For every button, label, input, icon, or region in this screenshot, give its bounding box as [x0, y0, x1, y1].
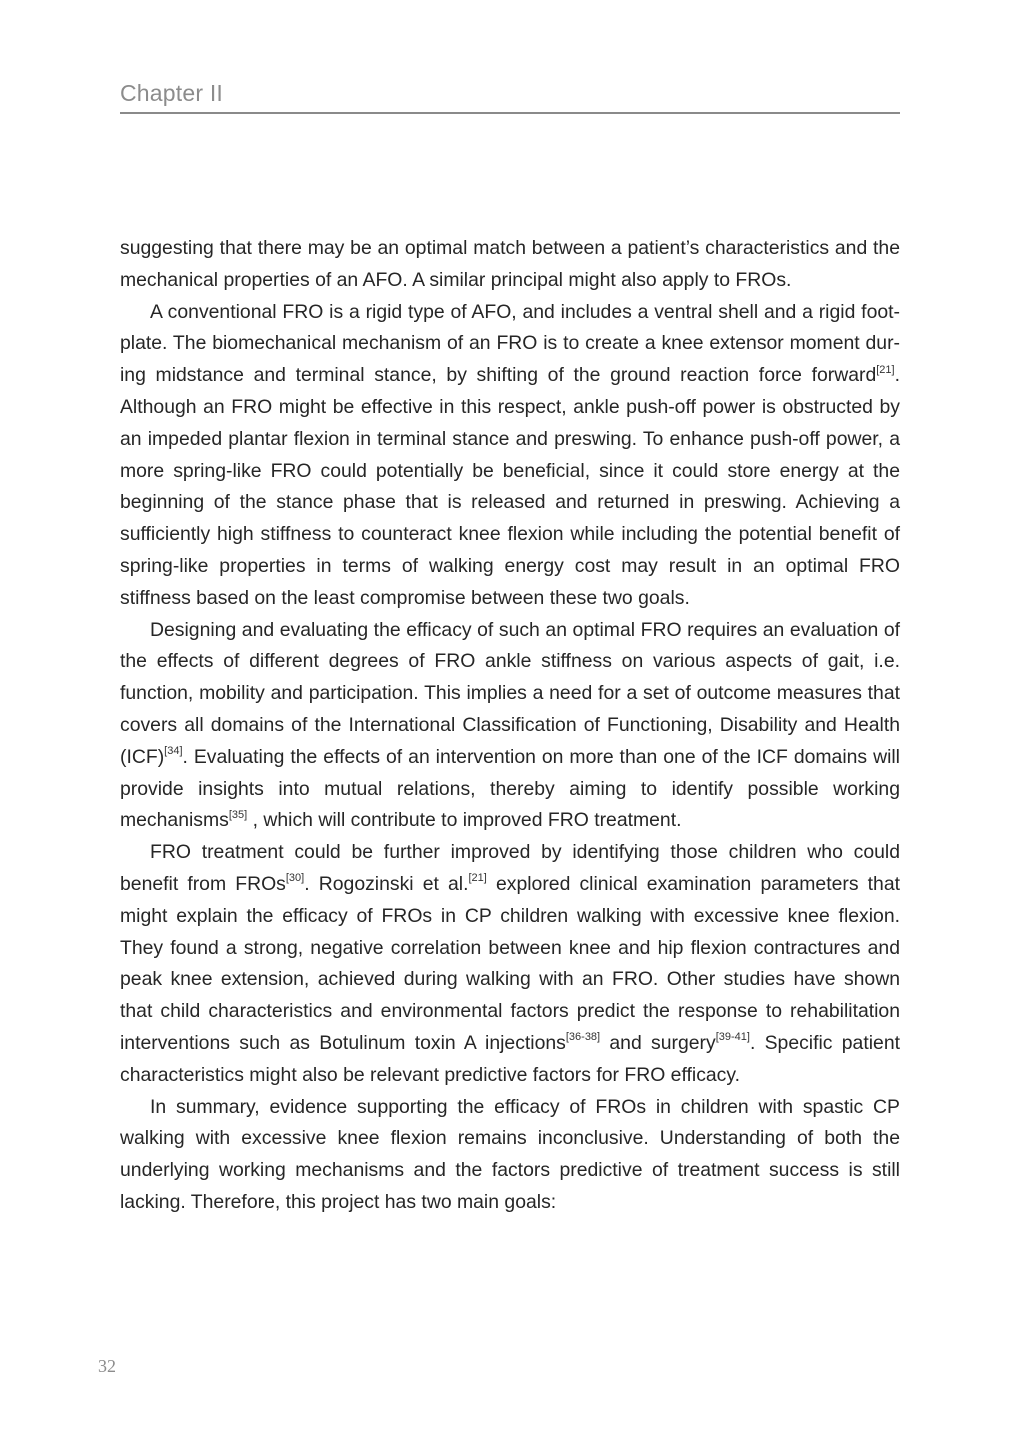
paragraph	[120, 1092, 900, 1219]
citation: [36-38]	[565, 1031, 601, 1044]
citation: [39-41]	[715, 1031, 750, 1044]
paragraph	[120, 297, 900, 615]
text-run: Designing and evaluating the efficacy of such an optimal FRO requires an evaluation of the effects of different degrees of FRO ankle stiffness on various aspects of gait, i.e. function, mobility and participation. This implies a need for a set of outcome measures that covers all domains of the International Classification of Functioning, Disability and Health (ICF)	[120, 618, 900, 768]
page-number: 32	[98, 1356, 116, 1376]
text-run: FRO treatment could be further improved by identifying those children who could benefit from FROs	[120, 841, 900, 895]
citation: [30]	[285, 872, 305, 885]
text-run: explored clinical examination parameters that might explain the efficacy of FROs in CP children walking with excessive knee flexion. They found a strong, negative correlation between knee and hip flexion contractures and peak knee extension, achieved during walking with an FRO. Other studies have shown that child characteristics and environmental factors predict the response to rehabilitation interventions such as Botulinum toxin A injections	[120, 872, 900, 1054]
text-run: and surgery	[600, 1031, 716, 1054]
text-run: suggesting that there may be an optimal match between a patient’s characteristics and the mechanical properties of an AFO. A similar principal might also apply to FROs.	[120, 237, 900, 291]
text-run: A conventional FRO is a rigid type of AFO, and includes a ventral shell and a rigid footplate. The biomechanical mechanism of an FRO is to create a knee extensor moment during midstance and terminal stance, by shifting of the ground reaction force forward	[120, 300, 900, 387]
text-run: In summary, evidence supporting the efficacy of FROs in children with spastic CP walking with excessive knee flexion remains inconclusive. Understanding of both the underlying working mechanisms and the factors predictive of treatment success is still lacking. Therefore, this project has two main goals:	[120, 1095, 900, 1213]
paragraph	[120, 233, 900, 297]
citation: [34]	[164, 745, 183, 758]
text-run: . Rogozinski et al.	[304, 872, 469, 895]
paragraph	[120, 615, 900, 838]
paragraph	[120, 837, 900, 1091]
text-run: , which will contribute to improved FRO treatment.	[247, 809, 682, 832]
chapter-title: Chapter II	[120, 80, 223, 106]
text-run: . Specific patient characteristics might also be relevant predictive factors for FRO efficacy.	[120, 1031, 900, 1086]
text-run: . Although an FRO might be effective in this respect, ankle push-off power is obstructed by an impeded plantar flexion in terminal stance and preswing. To enhance push-off power, a more spring-like FRO could potentially be beneficial, since it could store energy at the beginning of the stance phase that is released and returned in preswing. Achieving a sufficiently high stiffness to counteract knee flexion while including the potential benefit of spring-like properties in terms of walking energy cost may result in an optimal FRO stiffness based on the least compromise between these two goals.	[120, 364, 900, 609]
citation: [21]	[468, 872, 487, 885]
text-run: . Evaluating the effects of an intervention on more than one of the ICF domains will provide insights into mutual relations, thereby aiming to identify possible working mechanisms	[120, 745, 900, 832]
citation: [21]	[876, 363, 895, 376]
running-header	[120, 78, 900, 114]
citation: [35]	[228, 808, 248, 821]
body-text	[120, 233, 900, 1219]
